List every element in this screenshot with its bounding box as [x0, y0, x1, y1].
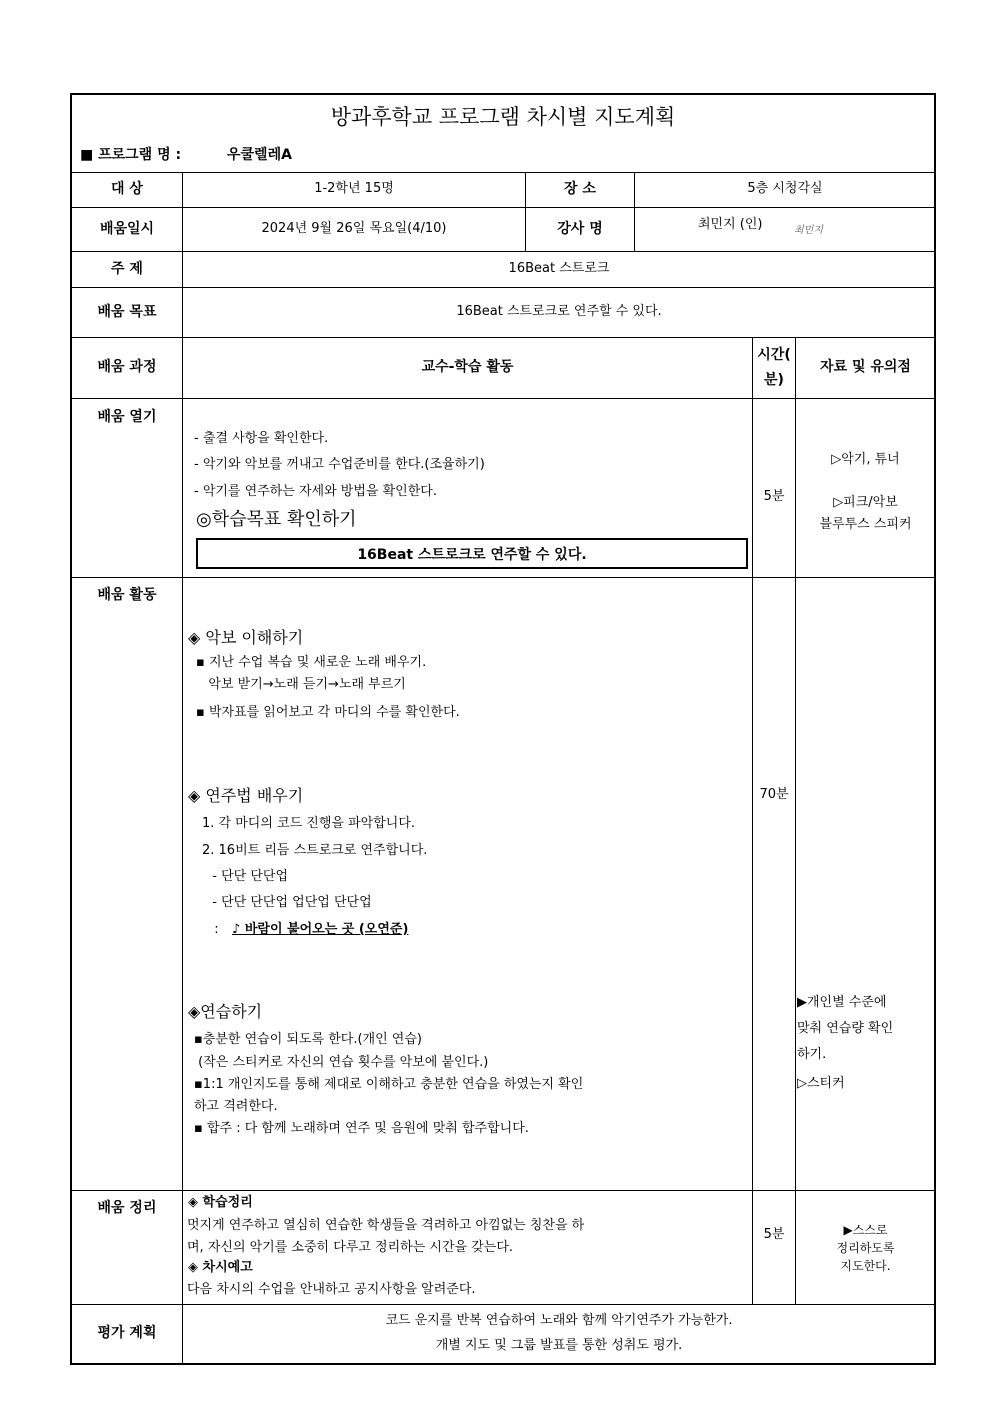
target-value: 1-2학년 15명: [314, 181, 394, 196]
teacher-signature: 최민지: [794, 225, 823, 236]
row-divider: [70, 337, 936, 338]
opening-material: ▷피크/악보: [833, 495, 898, 510]
activity-line: 하고 격려한다.: [194, 1099, 278, 1114]
closing-time: 5분: [763, 1227, 785, 1242]
activity-line: ▪충분한 연습이 되도록 한다.(개인 연습): [194, 1032, 422, 1047]
activity-line: 악보 받기→노래 듣기→노래 부르기: [196, 677, 406, 692]
activity-line: ▪1:1 개인지도를 통해 제대로 이해하고 충분한 연습을 하였는지 확인: [194, 1077, 584, 1092]
row-divider: [70, 287, 936, 288]
header-time-2: 분): [764, 372, 784, 388]
song-title: ♪ 바람이 불어오는 곳 (오연준): [232, 922, 409, 937]
lesson-plan-table: [70, 93, 936, 1365]
activity-line: - 단단 단단업: [204, 869, 289, 884]
opening-line: - 출결 사항을 확인한다.: [194, 431, 329, 446]
evaluation-line: 개별 지도 및 그룹 발표를 통한 성취도 평가.: [435, 1338, 683, 1353]
col-divider: [795, 337, 796, 1304]
section-title: ◈연습하기: [188, 1002, 263, 1021]
date-value: 2024년 9월 26일 목요일(4/10): [261, 221, 447, 236]
closing-material: ▶스스로: [843, 1223, 888, 1237]
activity-material: ▶개인별 수준에: [797, 995, 887, 1010]
activity-line: ▪ 합주 : 다 함께 노래하며 연주 및 음원에 맞춰 합주합니다.: [194, 1121, 529, 1136]
activity-line: - 단단 단단업 업단업 단단업: [204, 895, 372, 910]
closing-material: 정리하도록: [836, 1241, 895, 1255]
row-divider: [70, 1304, 936, 1305]
section-title: ◈ 악보 이해하기: [188, 628, 304, 647]
row-divider: [70, 172, 936, 173]
section-title: ◈ 학습정리: [188, 1195, 253, 1210]
row-divider: [70, 207, 936, 208]
goal-label: 배움 목표: [97, 304, 157, 320]
teacher-label: 강사 명: [557, 221, 603, 237]
closing-label: 배움 정리: [97, 1200, 157, 1216]
header-material: 자료 및 유의점: [820, 359, 911, 375]
header-process: 배움 과정: [97, 359, 157, 375]
row-divider: [70, 251, 936, 252]
col-divider: [182, 172, 183, 1364]
opening-label: 배움 열기: [97, 409, 157, 425]
activity-line: ▪ 박자표를 읽어보고 각 마디의 수를 확인한다.: [196, 705, 460, 720]
opening-line: - 악기와 악보를 꺼내고 수업준비를 한다.(조율하기): [194, 457, 485, 472]
place-value: 5층 시청각실: [747, 181, 823, 196]
closing-line: 다음 차시의 수업을 안내하고 공지사항을 알려준다.: [187, 1282, 476, 1297]
activity-label: 배움 활동: [97, 587, 157, 603]
col-divider: [752, 337, 753, 1304]
closing-material: 지도한다.: [840, 1259, 891, 1273]
activity-time: 70분: [759, 787, 789, 802]
place-label: 장 소: [564, 181, 596, 197]
activity-line: 2. 16비트 리듬 스트로크로 연주합니다.: [202, 843, 428, 858]
row-divider: [70, 1190, 936, 1191]
date-label: 배움일시: [99, 221, 155, 237]
topic-value: 16Beat 스트로크: [508, 261, 610, 276]
row-divider: [70, 577, 936, 578]
program-label: ■ 프로그램 명 :: [80, 147, 182, 163]
topic-label: 주 제: [111, 261, 143, 277]
song-prefix: :: [206, 922, 223, 937]
section-title: ◈ 연주법 배우기: [188, 786, 304, 805]
row-divider: [70, 398, 936, 399]
activity-material: 맞춰 연습량 확인: [797, 1021, 894, 1036]
activity-material: 하기.: [797, 1047, 827, 1062]
teacher-value: 최민지 (인): [698, 217, 763, 232]
header-time-1: 시간(: [757, 347, 791, 363]
activity-line: 1. 각 마디의 코드 진행을 파악합니다.: [202, 816, 416, 831]
evaluation-label: 평가 계획: [97, 1325, 157, 1341]
activity-line: (작은 스티커로 자신의 연습 횟수를 악보에 붙인다.): [194, 1055, 489, 1070]
opening-material: ▷악기, 튜너: [831, 452, 900, 467]
opening-material: 블루투스 스피커: [819, 517, 912, 532]
goal-heading: ◎학습목표 확인하기: [196, 509, 357, 530]
program-name: 우쿨렐레A: [227, 147, 292, 163]
closing-line: 며, 자신의 악기를 소중히 다루고 정리하는 시간을 갖는다.: [187, 1240, 514, 1255]
activity-line: ▪ 지난 수업 복습 및 새로운 노래 배우기.: [196, 655, 427, 670]
evaluation-line: 코드 운지를 반복 연습하여 노래와 함께 악기연주가 가능한가.: [385, 1313, 733, 1328]
opening-time: 5분: [763, 489, 785, 504]
target-label: 대 상: [111, 181, 143, 197]
opening-line: - 악기를 연주하는 자세와 방법을 확인한다.: [194, 484, 437, 499]
page-title: 방과후학교 프로그램 차시별 지도계획: [330, 105, 676, 129]
activity-material: ▷스티커: [797, 1076, 845, 1091]
closing-line: 멋지게 연주하고 열심히 연습한 학생들을 격려하고 아낌없는 칭찬을 하: [187, 1218, 585, 1233]
header-activity: 교수-학습 활동: [421, 359, 514, 375]
goal-box: 16Beat 스트로크로 연주할 수 있다.: [196, 538, 748, 569]
goal-value: 16Beat 스트로크로 연주할 수 있다.: [456, 304, 662, 319]
section-title: ◈ 차시예고: [188, 1260, 253, 1275]
